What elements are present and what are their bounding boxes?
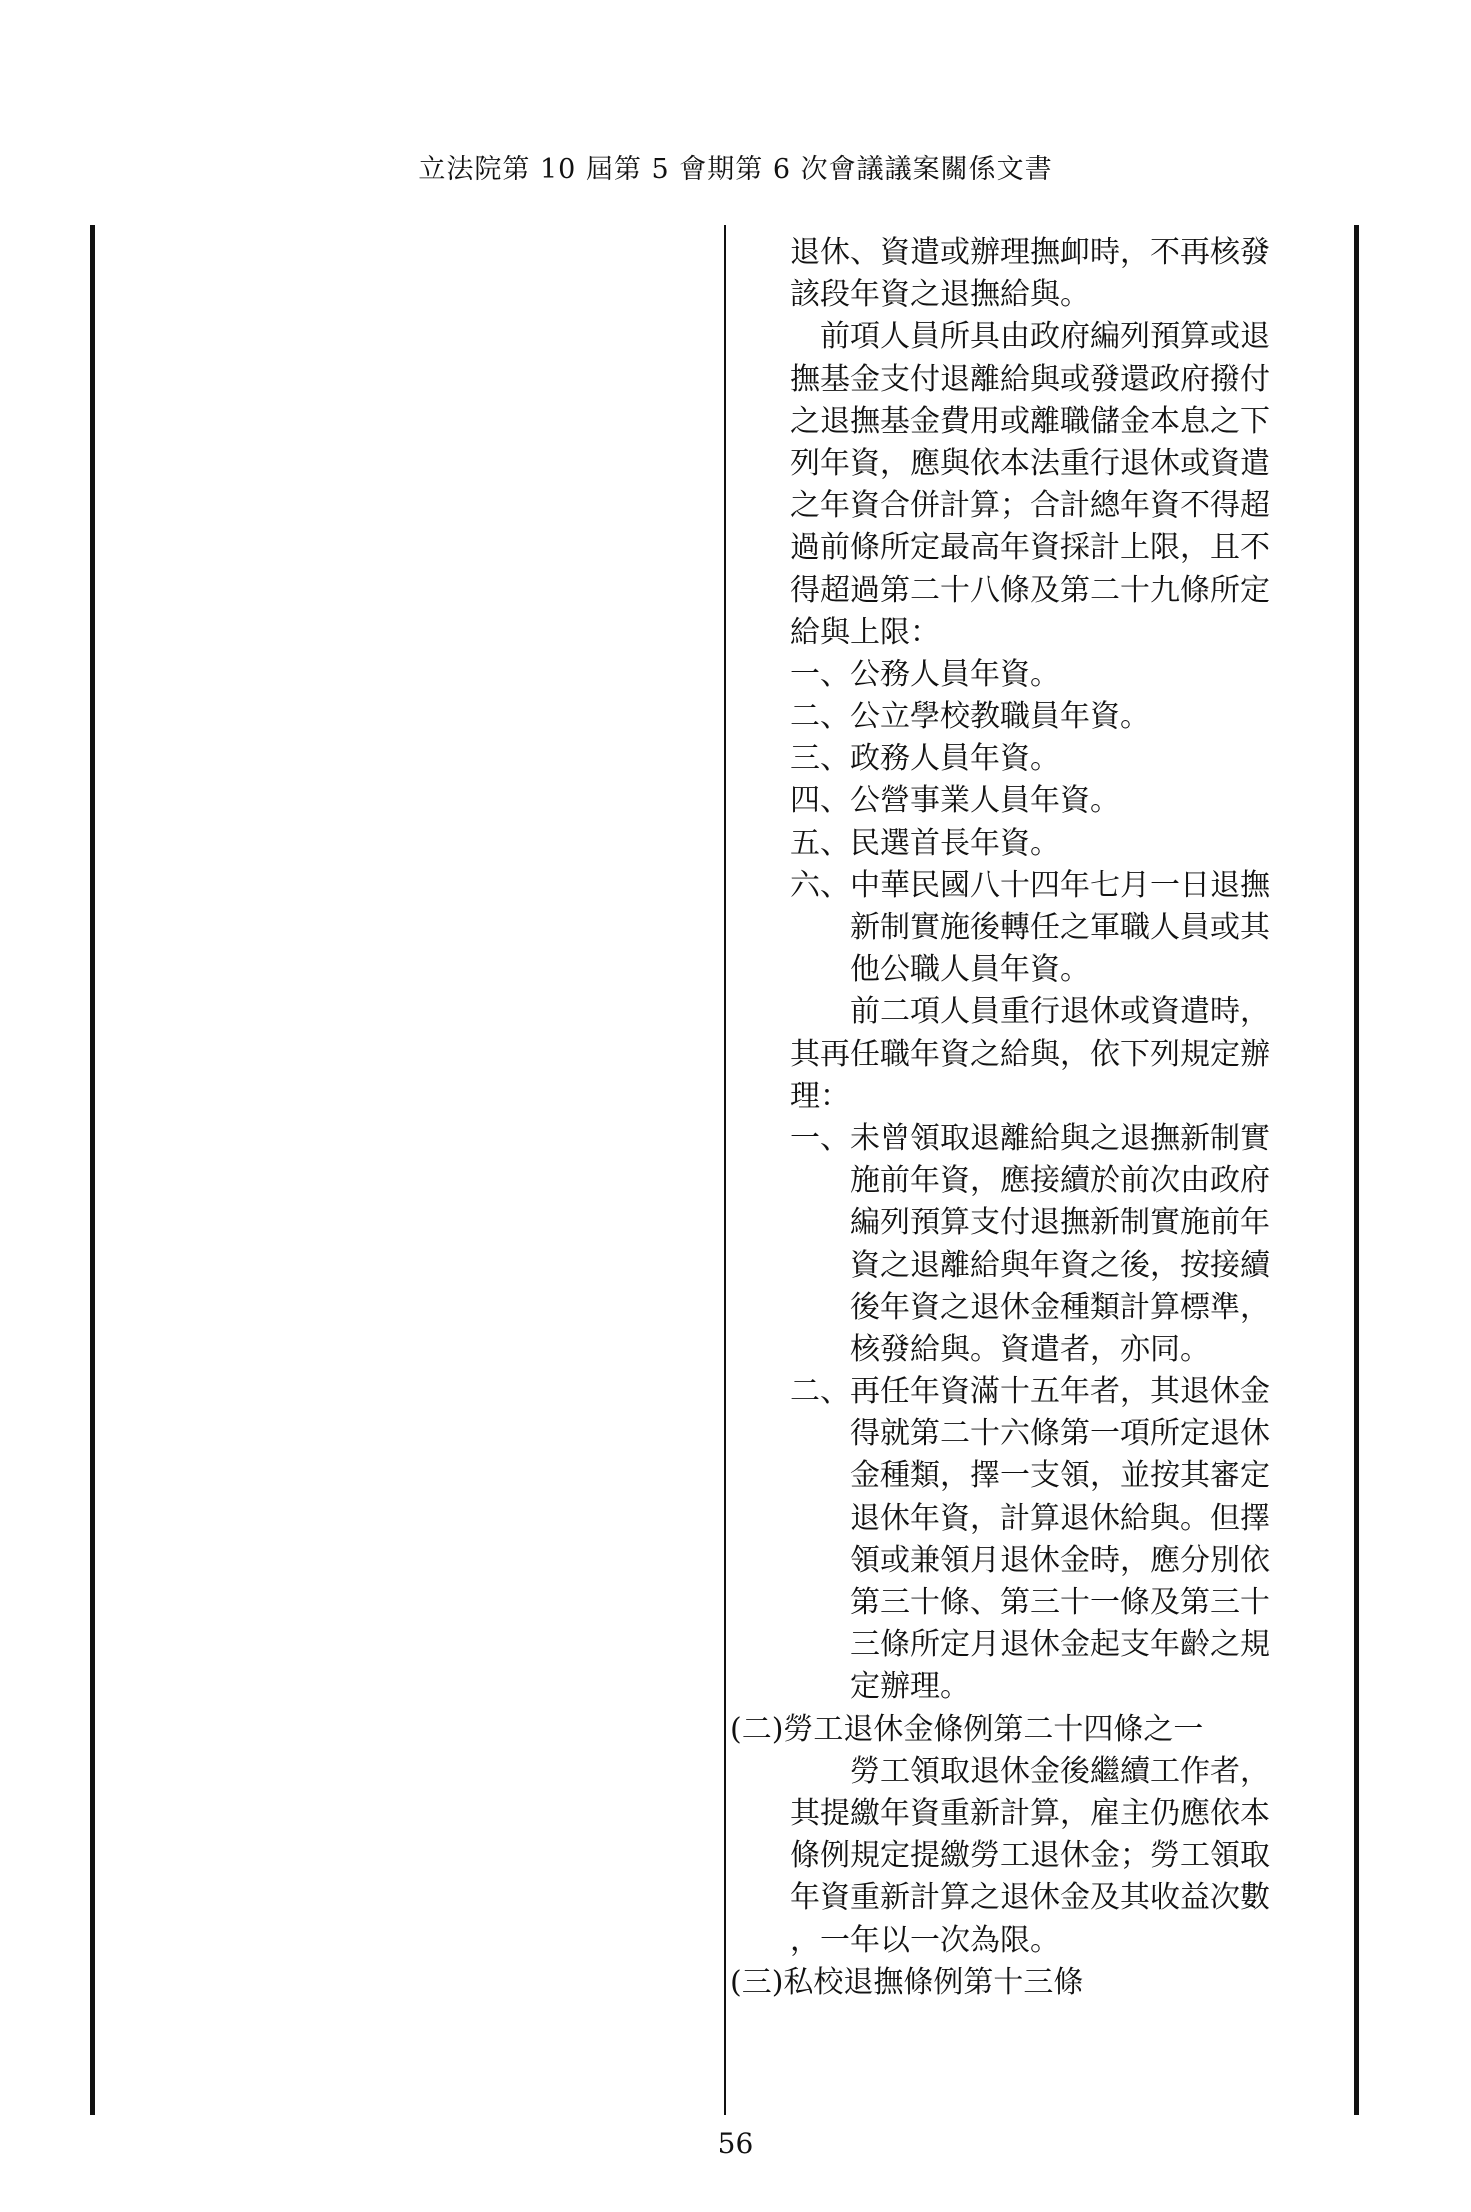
list-item-continuation: 得就第二十六條第一項所定退休 (850, 1416, 1270, 1452)
list-item: 二、公立學校教職員年資。 (790, 699, 1150, 735)
list-item: 四、公營事業人員年資。 (790, 783, 1120, 819)
list-item: 一、公務人員年資。 (790, 656, 1060, 692)
text-line: 撫基金支付退離給與或發還政府撥付 (790, 361, 1270, 397)
text-line: 前二項人員重行退休或資遣時， (850, 994, 1270, 1030)
text-line: 勞工領取退休金後繼續工作者， (850, 1753, 1270, 1789)
list-item-continuation: 領或兼領月退休金時，應分別依 (850, 1542, 1270, 1578)
list-item: 三、政務人員年資。 (790, 741, 1060, 777)
list-item: 二、再任年資滿十五年者，其退休金 (790, 1374, 1270, 1410)
text-line: 前項人員所具由政府編列預算或退 (820, 319, 1270, 355)
text-line: 理： (790, 1078, 850, 1114)
section-heading: (三)私校退撫條例第十三條 (730, 1964, 1084, 2000)
text-line: 其提繳年資重新計算，雇主仍應依本 (790, 1795, 1270, 1831)
list-item-continuation: 定辦理。 (850, 1669, 970, 1705)
list-item: 六、中華民國八十四年七月一日退撫 (790, 867, 1270, 903)
list-item-continuation: 後年資之退休金種類計算標準， (850, 1289, 1270, 1325)
text-line: ，一年以一次為限。 (790, 1922, 1060, 1958)
text-line: 列年資，應與依本法重行退休或資遣 (790, 445, 1270, 481)
list-item-continuation: 資之退離給與年資之後，按接續 (850, 1247, 1270, 1283)
list-item-continuation: 施前年資，應接續於前次由政府 (850, 1163, 1270, 1199)
text-line: 年資重新計算之退休金及其收益次數 (790, 1880, 1270, 1916)
text-line: 退休、資遣或辦理撫卹時，不再核發 (790, 235, 1270, 270)
right-column-text (730, 232, 1350, 2004)
list-item-continuation: 編列預算支付退撫新制實施前年 (850, 1205, 1270, 1241)
list-item-continuation: 三條所定月退休金起支年齡之規 (850, 1627, 1270, 1663)
list-item-continuation: 金種類，擇一支領，並按其審定 (850, 1458, 1270, 1494)
text-line: 條例規定提繳勞工退休金；勞工領取 (790, 1838, 1270, 1874)
text-line: 過前條所定最高年資採計上限，且不 (790, 530, 1270, 566)
page-number: 56 (717, 2127, 754, 2160)
section-heading: (二)勞工退休金條例第二十四條之一 (730, 1711, 1204, 1747)
list-item: 一、未曾領取退離給與之退撫新制實 (790, 1120, 1270, 1156)
list-item-continuation: 新制實施後轉任之軍職人員或其 (850, 910, 1270, 945)
list-item-continuation: 退休年資，計算退休給與。但擇 (850, 1500, 1270, 1536)
text-line: 之年資合併計算；合計總年資不得超 (790, 488, 1270, 524)
list-item: 五、民選首長年資。 (790, 825, 1060, 861)
text-line: 給與上限： (790, 614, 940, 650)
table-border-right (1354, 225, 1359, 2115)
list-item-continuation: 核發給與。資遣者，亦同。 (850, 1331, 1210, 1367)
text-line: 得超過第二十八條及第二十九條所定 (790, 572, 1270, 608)
list-item-continuation: 第三十條、第三十一條及第三十 (850, 1585, 1270, 1620)
list-item-continuation: 他公職人員年資。 (850, 952, 1090, 988)
text-line: 之退撫基金費用或離職儲金本息之下 (790, 403, 1270, 439)
table-border-left (90, 225, 95, 2115)
text-line: 其再任職年資之給與，依下列規定辦 (790, 1036, 1270, 1072)
text-line: 該段年資之退撫給與。 (790, 277, 1090, 313)
page-header: 立法院第 10 屆第 5 會期第 6 次會議議案關係文書 (418, 154, 1053, 185)
table-divider (724, 225, 726, 2115)
